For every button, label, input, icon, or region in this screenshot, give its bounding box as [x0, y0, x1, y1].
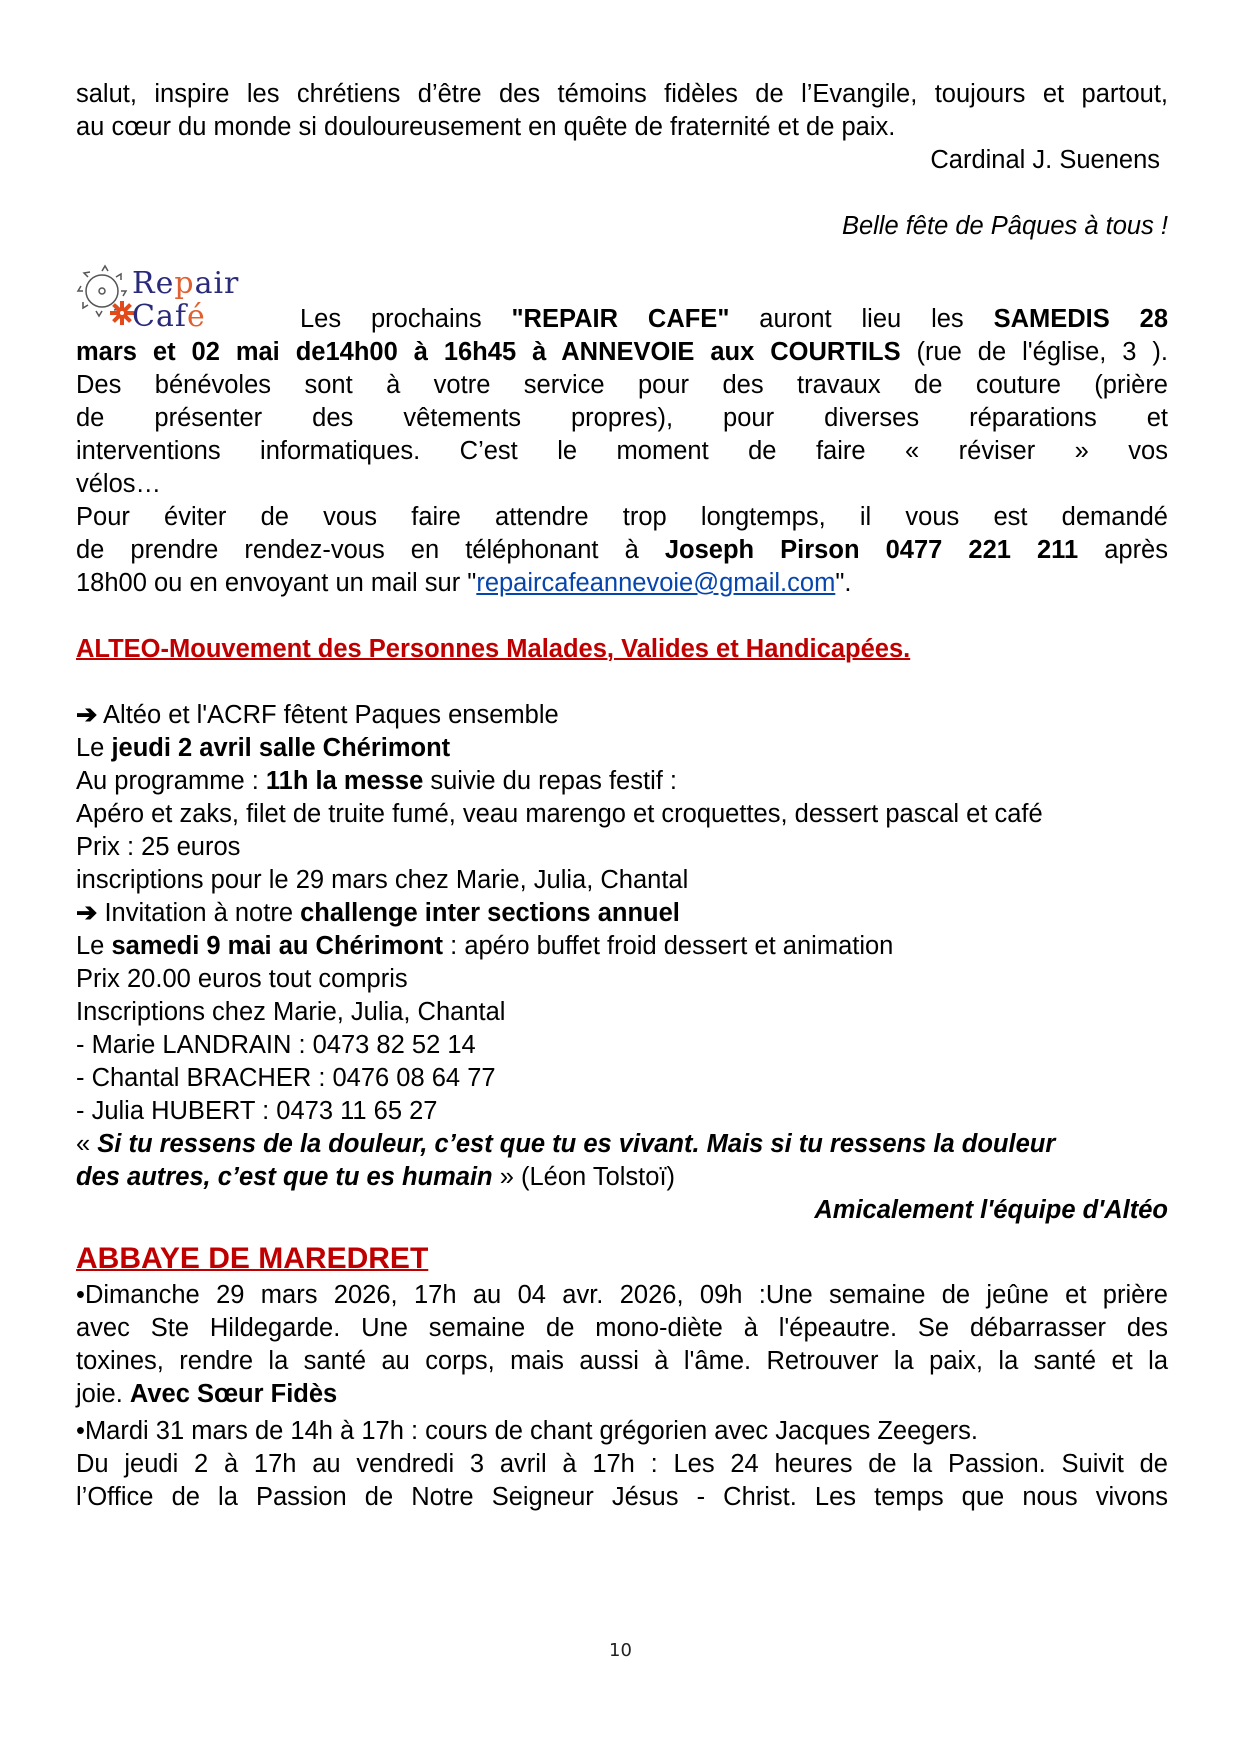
- alteo-event2-title: ➔ Invitation à notre challenge inter sections annuel: [76, 899, 680, 927]
- repair-cafe-para-line-1: Les prochains "REPAIR CAFE" auront lieu les SAMEDIS 28: [300, 305, 1168, 333]
- abbaye-bullet1-line-1: •Dimanche 29 mars 2026, 17h au 04 avr. 2026, 09h :Une semaine de jeûne et prière: [76, 1281, 1168, 1309]
- spacer: [76, 1227, 1168, 1239]
- arrow-right-icon: ➔: [76, 899, 98, 927]
- repair-cafe-logo: [76, 263, 1168, 334]
- bullet-icon: •: [76, 1417, 85, 1445]
- abbaye-bullet2: •Mardi 31 mars de 14h à 17h : cours de chant grégorien avec Jacques Zeegers.: [76, 1417, 978, 1445]
- abbaye-bullet1-line-2: avec Ste Hildegarde. Une semaine de mono-diète à l'épeautre. Se débarrasser des: [76, 1314, 1168, 1342]
- contact-item: - Marie LANDRAIN : 0473 82 52 14: [76, 1031, 476, 1059]
- alteo-event2-date: Le samedi 9 mai au Chérimont : apéro buffet froid dessert et animation: [76, 932, 894, 960]
- abbaye-para-line-2: l’Office de la Passion de Notre Seigneur Jésus - Christ. Les temps que nous vivons: [76, 1483, 1168, 1511]
- alteo-event1-date: Le jeudi 2 avril salle Chérimont: [76, 734, 451, 762]
- repair-cafe-logo-text: Repair Café: [132, 266, 240, 334]
- alteo-event1-price: Prix : 25 euros: [76, 833, 241, 861]
- spacer: [76, 666, 1168, 699]
- arrow-right-icon: ➔: [76, 701, 98, 729]
- repair-cafe-para-line-4: de présenter des vêtements propres), pour diverses réparations et: [76, 404, 1168, 432]
- document-page: [76, 78, 1168, 1514]
- repair-cafe-para-line-2: mars et 02 mai de14h00 à 16h45 à ANNEVOIE aux COURTILS (rue de l'église, 3 ).: [76, 338, 1168, 366]
- intro-line-1: salut, inspire les chrétiens d’être des témoins fidèles de l’Evangile, toujours et partout,: [76, 80, 1168, 108]
- alteo-quote-line-2: des autres, c’est que tu es humain » (Léon Tolstoï): [76, 1163, 676, 1191]
- page-number: 10: [609, 1640, 632, 1661]
- repair-cafe-para-line-5: interventions informatiques. C’est le moment de faire « réviser » vos: [76, 437, 1168, 465]
- contact-item: - Chantal BRACHER : 0476 08 64 77: [76, 1064, 496, 1092]
- bullet-icon: •: [76, 1281, 85, 1309]
- intro-signature: Cardinal J. Suenens: [930, 146, 1160, 174]
- repair-cafe-email-link[interactable]: repaircafeannevoie@gmail.com: [476, 569, 836, 597]
- abbaye-bullet1-line-4: joie. Avec Sœur Fidès: [76, 1380, 338, 1408]
- alteo-event1-menu: Apéro et zaks, filet de truite fumé, veau marengo et croquettes, dessert pascal et café: [76, 800, 1043, 828]
- repair-cafe-para-line-3: Des bénévoles sont à votre service pour des travaux de couture (prière: [76, 371, 1168, 399]
- alteo-event2-price: Prix 20.00 euros tout compris: [76, 965, 408, 993]
- alteo-event1-title: ➔ Altéo et l'ACRF fêtent Paques ensemble: [76, 701, 559, 729]
- spacer: [76, 600, 1168, 633]
- abbaye-bullet1-line-3: toxines, rendre la santé au corps, mais aussi à l'âme. Retrouver la paix, la santé et la: [76, 1347, 1168, 1375]
- abbaye-para-line-1: Du jeudi 2 à 17h au vendredi 3 avril à 17h : Les 24 heures de la Passion. Suivit de: [76, 1450, 1168, 1478]
- repair-cafe-para-line-8: de prendre rendez-vous en téléphonant à Joseph Pirson 0477 221 211 après: [76, 536, 1168, 564]
- contact-item: - Julia HUBERT : 0473 11 65 27: [76, 1097, 438, 1125]
- repair-cafe-para-line-7: Pour éviter de vous faire attendre trop longtemps, il vous est demandé: [76, 503, 1168, 531]
- repair-cafe-para-line-6: vélos…: [76, 470, 162, 498]
- intro-line-2: au cœur du monde si douloureusement en quête de fraternité et de paix.: [76, 113, 896, 141]
- alteo-heading: ALTEO-Mouvement des Personnes Malades, Valides et Handicapées.: [76, 635, 911, 663]
- spacer: [76, 177, 1168, 210]
- alteo-quote-line-1: « Si tu ressens de la douleur, c’est que tu es vivant. Mais si tu ressens la douleur: [76, 1130, 1056, 1158]
- alteo-event1-registration: inscriptions pour le 29 mars chez Marie, Julia, Chantal: [76, 866, 689, 894]
- repair-cafe-logo-graphic: [76, 263, 316, 334]
- repair-cafe-para-line-9: 18h00 ou en envoyant un mail sur "repaircafeannevoie@gmail.com".: [76, 569, 852, 597]
- alteo-event1-program: Au programme : 11h la messe suivie du repas festif :: [76, 767, 677, 795]
- alteo-signoff: Amicalement l'équipe d'Altéo: [814, 1196, 1168, 1224]
- easter-wish: Belle fête de Pâques à tous !: [841, 212, 1168, 240]
- alteo-event2-registration: Inscriptions chez Marie, Julia, Chantal: [76, 998, 506, 1026]
- abbaye-heading: ABBAYE DE MAREDRET: [76, 1242, 429, 1275]
